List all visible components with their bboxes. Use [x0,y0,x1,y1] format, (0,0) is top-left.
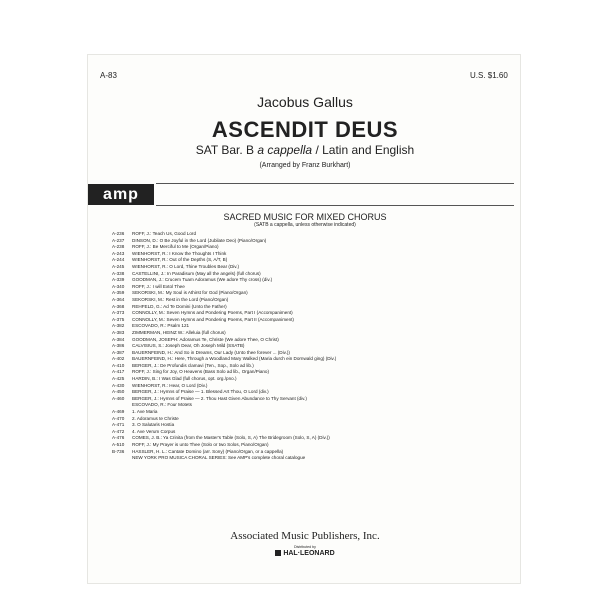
catalog-item-text: REHFELD, G.: Ad Te Domini (Unto the Father) [132,303,227,309]
catalog-item-text: COMES, J. B.: Ya Crinita (from the Master's Table (Solo, S, A) The Bridegroom (Solo, S, A) (Div.)) [132,435,330,441]
catalog-item-text: 4. Ave Verum Corpus [132,428,176,434]
composer-name: Jacobus Gallus [257,94,353,110]
catalog-item-text: WIENHORST, R.: Out of the Depths (S, A/T, B) [132,257,228,263]
catalog-item-number: A-386 [112,343,125,349]
catalog-item-number: A-450 [112,389,125,395]
catalog-item-number: A-387 [112,349,125,355]
catalog-item-text: SEKORSKI, M.: My Soul is Athirst for God (Piano/Organ) [132,290,248,296]
catalog-item [112,337,512,344]
price-label: U.S. $1.60 [470,71,508,80]
catalog-item-number: B-736 [112,448,125,454]
catalog-item-number: A-245 [112,263,125,269]
catalog-item [112,310,512,317]
catalog-item-text: GOODMAN, JOSEPH: Adoramus Te, Christe (We adore Thee, O Christ) [132,336,279,342]
catalog-item [112,271,512,278]
distributor-name: HAL·LEONARD [283,550,335,557]
catalog-item [112,264,512,271]
catalog-item-text: ROFF, J.: Be Merciful to Me (Organ/Piano) [132,244,219,250]
catalog-item [112,435,512,442]
catalog-item-number: A-364 [112,296,125,302]
catalog-item-number: A-402 [112,356,125,362]
catalog-item-text: ESCOVADO, R.: Psalm 121 [132,323,190,329]
catalog-item-text: ROFF, J.: My Prayer is unto Thee (Solo or two Solos, Piano/Organ) [132,442,269,447]
catalog-item [112,238,512,245]
catalog-item-number: A-460 [112,395,125,401]
catalog-item-number: A-340 [112,283,125,289]
catalog-item-text: BERGER, J.: Hymns of Praise — 2. Thou Hast Given Abundance to Thy Servant (div.) [132,395,307,401]
catalog-item [112,257,512,264]
catalog-item [112,383,512,390]
catalog-item-number: A-373 [112,310,125,316]
catalog-code: A-83 [100,71,117,80]
catalog-item [112,429,512,436]
catalog-item [112,416,512,423]
catalog-item-number: A-470 [112,415,125,421]
catalog-item [112,356,512,363]
catalog-item-number: A-359 [112,290,125,296]
catalog-item [112,402,512,409]
divider-bottom [156,205,514,206]
publisher-name: Associated Music Publishers, Inc. [230,530,380,542]
catalog-item [112,409,512,416]
voicing-line [0,143,610,157]
catalog-item-number: A-375 [112,316,125,322]
catalog-item-number: A-430 [112,382,125,388]
catalog-item [112,422,512,429]
catalog-item [112,251,512,258]
catalog-item [112,449,512,456]
catalog-item-number: A-368 [112,303,125,309]
catalog-item-text: DINSON, D.: O Be Joyful in the Lord (Jubilate Deo) (Piano/Organ) [132,237,267,243]
distributor-logo [0,550,610,557]
catalog-item-text: WIENHORST, R.: O Lord, Thine Troubles Bear (Div.) [132,263,240,269]
catalog-item-text: WIENHORST, R.: I Know the Thoughts I Think [132,250,227,256]
catalog-item-number: A-425 [112,376,125,382]
catalog-item [112,231,512,238]
catalog-item-text: 2. Adoramus te Christe [132,415,179,421]
catalog-item-text: ROFF, J.: Sing for Joy, O Heavens (Bass Solo ad lib., Organ/Piano) [132,369,270,375]
voicing-prefix: SAT Bar. B [195,143,258,157]
section-subtitle: (SATB a cappella, unless otherwise indicated) [254,222,356,228]
catalog-item [112,277,512,284]
catalog-item [112,284,512,291]
catalog-item [112,363,512,370]
catalog-item-number [112,455,132,462]
catalog-item-text: HARDIN, B.: I Was Glad (full chorus, opt. org./pno.) [132,376,237,382]
divider-top [156,183,514,184]
catalog-item-number: A-510 [112,442,125,447]
catalog-item [112,297,512,304]
catalog-item-number: A-339 [112,277,125,283]
voicing-italic: a cappella [257,143,313,157]
catalog-item-text: 1. Ave Maria [132,409,158,415]
catalog-item-number: A-237 [112,237,125,243]
catalog-item [112,442,512,449]
arranger-credit: (Arranged by Franz Burkhart) [259,162,351,169]
catalog-item-text: 3. O Salutaris Hostia [132,422,175,428]
catalog-item-number: A-410 [112,362,125,368]
score-title: ASCENDIT DEUS [211,117,399,142]
catalog-item-text: HASSLER, H. L.: Cantate Domino (arr. Sony) (Piano/Organ, or a cappella) [132,448,284,454]
catalog-item-text: BERGER, J.: Hymns of Praise — 1. Blessed Art Thou, O Lord (div.) [132,389,269,395]
catalog-item-text: BERGER, J.: De Profundis clamavi (Ten., Sop., Solo ad lib.) [132,362,254,368]
distributor-label: Distributed by [294,545,316,549]
voicing-suffix: / Latin and English [312,143,415,157]
catalog-item-text: NEW YORK PRO MUSICA CHORAL SERIES: See AMP's complete choral catalogue [132,455,306,461]
catalog-item-text: ZIMMERMAN, HEINZ W.: Alleluia (full chorus) [132,329,226,335]
catalog-item-number: A-382 [112,323,125,329]
catalog-item [112,330,512,337]
catalog-item-text: ROFF, J.: I will Extol Thee [132,283,185,289]
catalog-item [112,290,512,297]
catalog-item [112,343,512,350]
catalog-item-number: A-243 [112,250,125,256]
hal-leonard-icon [275,550,281,556]
publisher-logo: amp [88,184,154,205]
catalog-item-text: WIENHORST, R.: Hear, O Lord (Div.) [132,382,208,388]
catalog-item-number: A-471 [112,422,125,428]
catalog-item-number: A-476 [112,435,125,441]
catalog-item-text: SEKORSKI, M.: Rest in the Lord (Piano/Organ) [132,296,229,302]
catalog-item-number: A-383 [112,329,125,335]
catalog-item-text: BAUERNFEIND, H.: And So in Dreams, Our Lady (Unto thee forever ... (Div.)) [132,349,290,355]
catalog-item [112,396,512,403]
catalog-item-text: GOODMAN, J.: Crucem Tuam Adoramus (We adore Thy cross) (div.) [132,277,273,283]
catalog-item [112,317,512,324]
section-title: SACRED MUSIC FOR MIXED CHORUS [223,212,387,222]
catalog-item-number: A-238 [112,244,125,250]
catalog-item [112,304,512,311]
catalog-item [112,323,512,330]
catalog-item-number: A-236 [112,231,125,236]
catalog-item-number: A-469 [112,409,125,415]
catalog-item-number: A-384 [112,336,125,342]
catalog-item [112,350,512,357]
catalog-item-text: ESCOVADO, R.: Four Motets [132,402,192,408]
catalog-item-number [112,402,132,409]
catalog-item-text: BAUERNFEIND, H.: Here, Through a Woodland Mary Walked (Maria durch ein Dornwald ging) (Div.) [132,356,337,362]
catalog-item-text: CONNOLLY, M.: Seven Hymns and Pondering Poems, Part II (Accompaniment) [132,316,294,322]
catalog-item-number: A-417 [112,369,125,375]
catalog-item-text: CONNOLLY, M.: Seven Hymns and Pondering Poems, Part I (Accompaniment) [132,310,293,316]
catalog-item-number: A-472 [112,428,125,434]
catalog-item-number: A-338 [112,270,125,276]
catalog-item [112,389,512,396]
catalog-item [112,369,512,376]
catalog-item-text: CALVISIUS, S.: Joseph Dear, Oh Joseph Mild (SSATB) [132,343,245,349]
catalog-item-number: A-244 [112,257,125,263]
catalog-item [112,376,512,383]
catalog-list [112,231,512,462]
catalog-item [112,455,512,462]
catalog-item-text: CASTELLINI, J.: In Paradisum (May all the angels) (full chorus) [132,270,261,276]
catalog-item-text: ROFF, J.: Teach Us, Good Lord [132,231,196,236]
catalog-item [112,244,512,251]
